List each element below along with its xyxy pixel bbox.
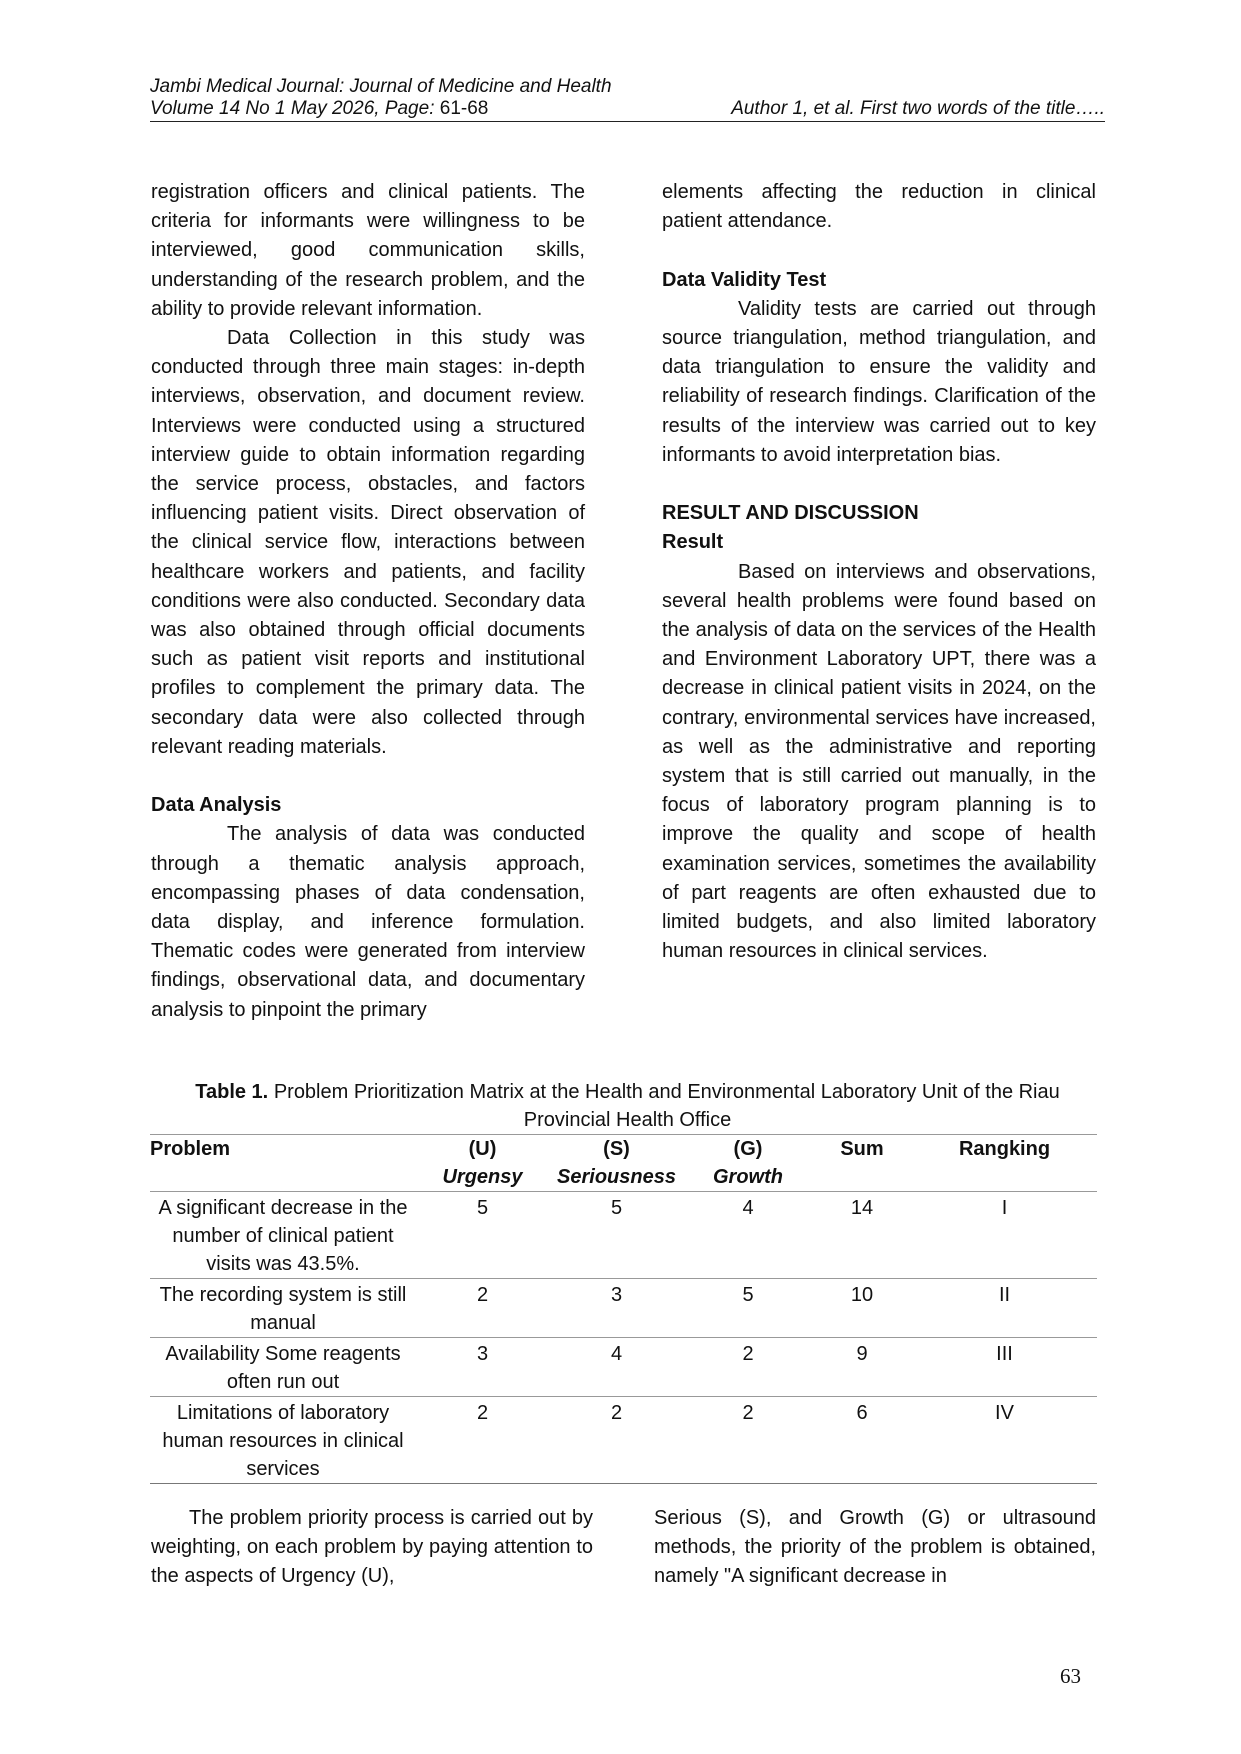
header-urgency: [416, 1135, 549, 1192]
cell-g: 2: [684, 1338, 812, 1397]
section-heading-data-analysis: Data Analysis: [151, 794, 282, 817]
cell-sum: 6: [812, 1397, 912, 1484]
header-sum: Sum: [812, 1135, 912, 1192]
cell-problem: A significant decrease in the number of clinical patient visits was 43.5%.: [150, 1192, 416, 1279]
cell-problem: Limitations of laboratory human resources in clinical services: [150, 1397, 416, 1484]
header-g: (G): [733, 1138, 763, 1160]
cell-sum: 14: [812, 1192, 912, 1279]
paragraph-data-analysis: The analysis of data was conducted through a thematic analysis approach, encompassing phases of data condensation, data display, and inference formulation. Thematic codes were generated from interview findings, observational data, and documentary analysis to pinpoint the primary: [151, 823, 585, 1021]
table-caption-text: Problem Prioritization Matrix at the Health and Environmental Laboratory Unit of the Riau Provincial Health Office: [273, 1081, 1060, 1131]
running-header: [150, 76, 1105, 122]
cell-g: 4: [684, 1192, 812, 1279]
paragraph-validity: Validity tests are carried out through source triangulation, method triangulation, and data triangulation to ensure the validity and reliability of research findings. Clarification of the results of the interview was carried out to key informants to avoid interpretation bias.: [662, 297, 1096, 466]
cell-s: 2: [549, 1397, 684, 1484]
journal-name: Jambi Medical Journal: Journal of Medicine and Health: [150, 76, 612, 97]
paragraph-data-collection: Data Collection in this study was conducted through three main stages: in-depth interviews, observation, and document review. Interviews were conducted using a structured interview guide to obtain information regarding the service process, obstacles, and factors influencing patient visits. Direct observation of the clinical service flow, interactions between healthcare workers and patients, and facility conditions were also conducted. Secondary data was also obtained through official documents such as patient visit reports and institutional profiles to complement the primary data. The secondary data were also collected through relevant reading materials.: [151, 327, 585, 758]
cell-s: 5: [549, 1192, 684, 1279]
left-column: [151, 178, 585, 1025]
paragraph: registration officers and clinical patients. The criteria for informants were willingness to be interviewed, good communication skills, understanding of the research problem, and the ability to provide relevant information.: [151, 181, 585, 320]
cell-problem: Availability Some reagents often run out: [150, 1338, 416, 1397]
cell-s: 4: [549, 1338, 684, 1397]
subsection-heading-result: Result: [662, 531, 724, 554]
author-title: Author 1, et al. First two words of the title…..: [731, 98, 1105, 119]
section-heading-validity: Data Validity Test: [662, 268, 827, 291]
page-range: 61-68: [439, 98, 489, 119]
header-s-sub: Seriousness: [557, 1166, 676, 1188]
priority-matrix-table: [150, 1134, 1097, 1484]
cell-u: 3: [416, 1338, 549, 1397]
paragraph-priority-continued: Serious (S), and Growth (G) or ultrasound methods, the priority of the problem is obtained, namely "A significant decrease in: [654, 1507, 1096, 1588]
cell-g: 5: [684, 1279, 812, 1338]
cell-g: 2: [684, 1397, 812, 1484]
cell-rank: I: [912, 1192, 1097, 1279]
volume-label: Volume 14 No 1 May 2026, Page:: [150, 98, 435, 119]
section-heading-result-discussion: RESULT AND DISCUSSION: [662, 502, 919, 525]
table-caption-label: Table 1.: [195, 1081, 269, 1103]
header-g-sub: Growth: [713, 1166, 783, 1188]
header-u: (U): [468, 1138, 497, 1160]
paragraph-priority-process: The problem priority process is carried out by weighting, on each problem by paying attention to the aspects of Urgency (U),: [151, 1507, 593, 1588]
cell-sum: 9: [812, 1338, 912, 1397]
cell-s: 3: [549, 1279, 684, 1338]
right-column: [662, 178, 1096, 966]
header-s: (S): [603, 1138, 630, 1160]
paragraph-result: Based on interviews and observations, several health problems were found based on the analysis of data on the services of the Health and Environment Laboratory UPT, there was a decrease in clinical patient visits in 2024, on the contrary, environmental services have increased, as well as the administrative and reporting system that is still carried out manually, in the focus of laboratory program planning is to improve the quality and scope of health examination services, sometimes the availability of part reagents are often exhausted due to limited budgets, and also limited laboratory human resources in clinical services.: [662, 560, 1096, 963]
header-rank: Rangking: [912, 1135, 1097, 1192]
table-row: [150, 1338, 1097, 1397]
cell-u: 5: [416, 1192, 549, 1279]
bottom-right-column: [654, 1504, 1096, 1592]
cell-u: 2: [416, 1397, 549, 1484]
table-row: [150, 1397, 1097, 1484]
cell-rank: II: [912, 1279, 1097, 1338]
cell-rank: IV: [912, 1397, 1097, 1484]
volume-info: [150, 98, 488, 120]
table-caption: [150, 1078, 1105, 1134]
header-u-sub: Urgensy: [442, 1166, 523, 1188]
paragraph: elements affecting the reduction in clinical patient attendance.: [662, 181, 1096, 233]
header-seriousness: [549, 1135, 684, 1192]
table-header-row: [150, 1135, 1097, 1192]
cell-sum: 10: [812, 1279, 912, 1338]
table-row: [150, 1192, 1097, 1279]
header-problem: Problem: [150, 1135, 416, 1192]
cell-rank: III: [912, 1338, 1097, 1397]
cell-u: 2: [416, 1279, 549, 1338]
page-number: 63: [1060, 1664, 1081, 1688]
table-row: [150, 1279, 1097, 1338]
header-growth: [684, 1135, 812, 1192]
bottom-left-column: [151, 1504, 593, 1592]
header-line-2: [150, 98, 1105, 122]
cell-problem: The recording system is still manual: [150, 1279, 416, 1338]
